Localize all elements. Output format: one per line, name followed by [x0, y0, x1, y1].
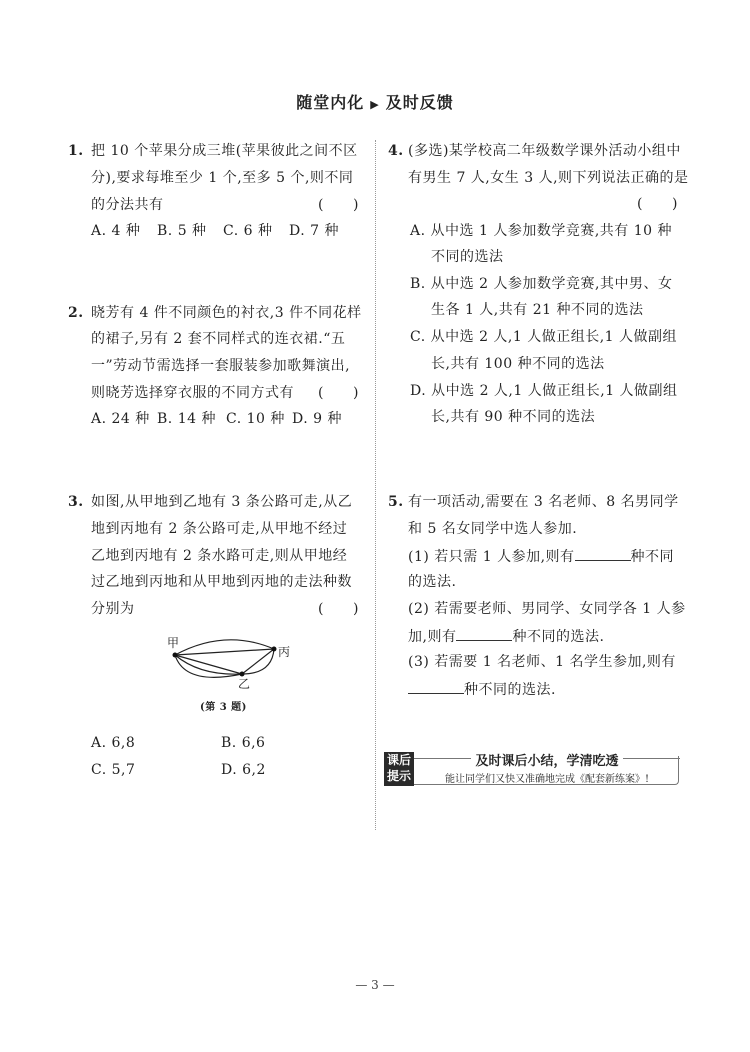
- question-number: 4.: [388, 143, 404, 159]
- route-arc: [175, 649, 274, 655]
- question-text: 把 10 个苹果分成三堆(苹果彼此之间不区: [91, 143, 358, 159]
- node-jia: [173, 653, 178, 658]
- question-text: 的选法.: [408, 574, 457, 590]
- tip-title: [414, 750, 680, 769]
- question-text: 分),要求每堆至少 1 个,至多 5 个,则不同: [91, 170, 354, 186]
- question-number: 2.: [68, 305, 84, 321]
- question-text: 如图,从甲地到乙地有 3 条公路可走,从乙: [91, 494, 353, 510]
- question-text: 分别为: [91, 601, 135, 617]
- sub-question-3-cont: [408, 679, 556, 700]
- option-a: A. 6,8: [91, 735, 136, 751]
- question-text: 过乙地到丙地和从甲地到丙地的走法种数: [91, 574, 352, 590]
- title-right: 及时反馈: [385, 93, 454, 112]
- answer-paren: ( ): [318, 197, 359, 213]
- option-c: 长,共有 100 种不同的选法: [431, 356, 605, 372]
- label-bing: 丙: [278, 645, 291, 659]
- option-b: 生各 1 人,共有 21 种不同的选法: [431, 302, 644, 318]
- answer-paren: ( ): [318, 385, 359, 401]
- question-text: 的裙子,另有 2 套不同样式的连衣裙.“五: [91, 331, 346, 347]
- text: 种不同的选法.: [464, 682, 556, 698]
- option-b: B. 6,6: [221, 735, 266, 751]
- text: (1) 若只需 1 人参加,则有: [408, 549, 575, 565]
- badge-line: 课后: [386, 753, 411, 767]
- route-arc: [242, 649, 274, 674]
- question-number: 3.: [68, 494, 84, 510]
- option-b: B. 5 种: [157, 223, 207, 239]
- route-arc: [175, 640, 274, 655]
- option-d: 长,共有 90 种不同的选法: [431, 409, 596, 425]
- question-text: 的分法共有: [91, 197, 164, 213]
- section-title: [0, 90, 750, 113]
- option-d: D. 从中选 2 人,1 人做正组长,1 人做副组: [410, 383, 678, 399]
- question-text: 有一项活动,需要在 3 名老师、8 名男同学: [408, 494, 679, 510]
- option-a: A. 24 种: [91, 411, 150, 427]
- question-text: 有男生 7 人,女生 3 人,则下列说法正确的是: [408, 170, 689, 186]
- option-a: A. 从中选 1 人参加数学竞赛,共有 10 种: [410, 223, 672, 239]
- sub-question-1: [408, 546, 674, 567]
- question-text: 则晓芳选择穿衣服的不同方式有: [91, 385, 294, 401]
- question-number: 1.: [68, 143, 84, 159]
- label-jia: 甲: [167, 636, 180, 650]
- answer-paren: ( ): [637, 196, 678, 212]
- text: 加,则有: [408, 629, 457, 645]
- triangle-arrow-icon: ▶: [370, 98, 380, 111]
- question-text: (多选)某学校高二年级数学课外活动小组中: [408, 143, 681, 159]
- tip-subtitle: 能让同学们又快又准确地完成《配套新练案》!: [444, 774, 650, 785]
- title-left: 随堂内化: [296, 93, 365, 112]
- column-divider: [375, 140, 376, 830]
- node-bing: [272, 647, 277, 652]
- option-c: C. 6 种: [223, 223, 273, 239]
- sub-question-2-cont: [408, 626, 604, 647]
- option-b: B. 14 种: [157, 411, 216, 427]
- figure-caption: (第 3 题): [200, 702, 247, 713]
- after-class-tip-banner: [384, 750, 680, 786]
- sub-question-3: (3) 若需要 1 名老师、1 名学生参加,则有: [408, 654, 676, 670]
- badge-line: 提示: [386, 769, 411, 783]
- text: 种不同: [630, 549, 675, 565]
- answer-blank[interactable]: [456, 626, 512, 641]
- option-a: 不同的选法: [431, 249, 504, 265]
- question-text: 乙地到丙地有 2 条水路可走,则从甲地经: [91, 548, 348, 564]
- text: 种不同的选法.: [512, 629, 605, 645]
- option-d: D. 6,2: [221, 762, 266, 778]
- question-text: 晓芳有 4 件不同颜色的衬衣,3 件不同花样: [91, 305, 362, 321]
- question-text: 一”劳动节需选择一套服装参加歌舞演出,: [91, 358, 351, 374]
- option-d: D. 7 种: [289, 223, 339, 239]
- option-a: A. 4 种: [91, 223, 141, 239]
- option-c: C. 5,7: [91, 762, 136, 778]
- option-d: D. 9 种: [292, 411, 342, 427]
- answer-blank[interactable]: [575, 546, 631, 561]
- question-text: 和 5 名女同学中选人参加.: [408, 521, 578, 537]
- option-c: C. 从中选 2 人,1 人做正组长,1 人做副组: [410, 329, 678, 345]
- label-yi: 乙: [238, 677, 251, 691]
- sub-question-2: (2) 若需要老师、男同学、女同学各 1 人参: [408, 601, 686, 617]
- answer-paren: ( ): [318, 601, 359, 617]
- option-b: B. 从中选 2 人参加数学竞赛,其中男、女: [410, 276, 673, 292]
- tip-title-text: 及时课后小结，学清吃透: [471, 754, 622, 769]
- tip-badge: [384, 752, 414, 786]
- page-number: — 3 —: [355, 978, 395, 992]
- question-number: 5.: [388, 494, 404, 510]
- question-text: 地到丙地有 2 条公路可走,从甲地不经过: [91, 521, 348, 537]
- answer-blank[interactable]: [408, 679, 464, 694]
- option-c: C. 10 种: [226, 411, 285, 427]
